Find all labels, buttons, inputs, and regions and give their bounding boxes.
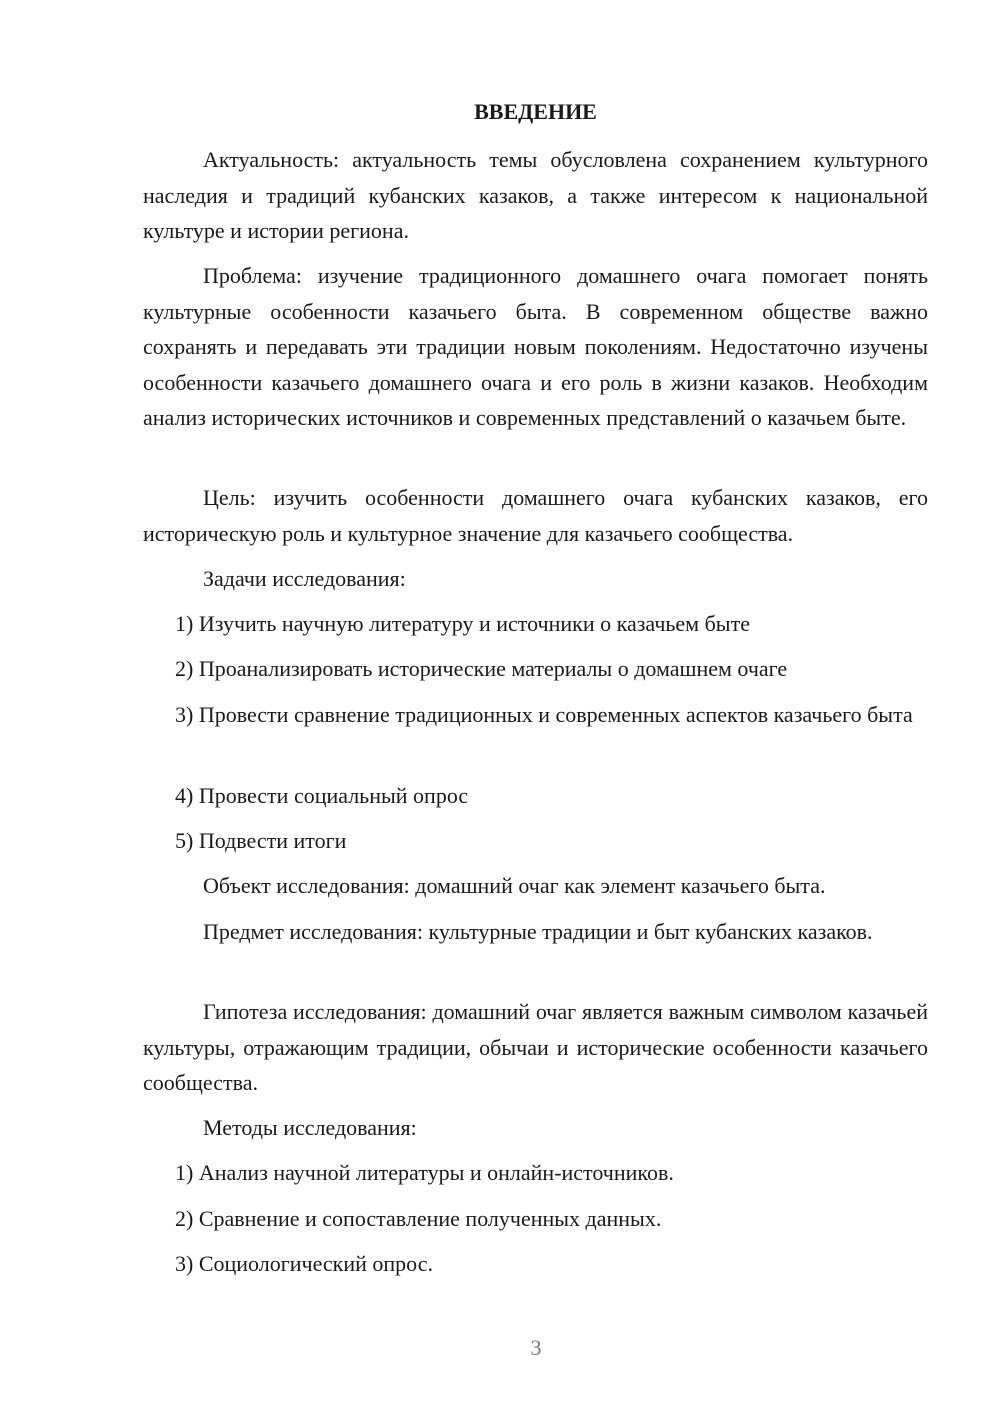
subject-paragraph: Предмет исследования: культурные традиции и быт кубанских казаков.: [203, 919, 873, 944]
section-title: ВВЕДЕНИЕ: [474, 99, 597, 124]
method-item-1: 1) Анализ научной литературы и онлайн-источников.: [175, 1160, 674, 1185]
object-paragraph: Объект исследования: домашний очаг как элемент казачьего быта.: [203, 873, 826, 898]
hypothesis-paragraph: Гипотеза исследования: домашний очаг является важным символом казачьей культуры, отражающим традиции, обычаи и исторические особенности казачьего сообщества.: [143, 999, 928, 1095]
task-item-3: 3) Провести сравнение традиционных и современных аспектов казачьего быта: [175, 702, 913, 727]
task-item-4: 4) Провести социальный опрос: [175, 783, 469, 808]
tasks-heading: Задачи исследования:: [203, 566, 406, 591]
method-item-3: 3) Социологический опрос.: [175, 1251, 433, 1276]
task-item-2: 2) Проанализировать исторические материалы о домашнем очаге: [175, 656, 788, 681]
task-item-5: 5) Подвести итоги: [175, 828, 347, 853]
goal-paragraph: Цель: изучить особенности домашнего очага кубанских казаков, его историческую роль и культурное значение для казачьего сообщества.: [143, 485, 928, 546]
task-item-1: 1) Изучить научную литературу и источники о казачьем быте: [175, 611, 750, 636]
relevance-paragraph: Актуальность: актуальность темы обусловлена сохранением культурного наследия и традиций кубанских казаков, а также интересом к национальной культуре и истории региона.: [143, 147, 928, 243]
method-item-2: 2) Сравнение и сопоставление полученных данных.: [175, 1206, 662, 1231]
problem-paragraph: Проблема: изучение традиционного домашнего очага помогает понять культурные особенности казачьего быта. В современном обществе важно сохранять и передавать эти традиции новым поколениям. Недостаточно изучены особенности казачьего домашнего очага и его роль в жизни казаков. Необходим анализ исторических источников и современных представлений о казачьем быте.: [143, 263, 928, 430]
methods-heading: Методы исследования:: [203, 1115, 417, 1140]
page-number: 3: [530, 1335, 542, 1360]
